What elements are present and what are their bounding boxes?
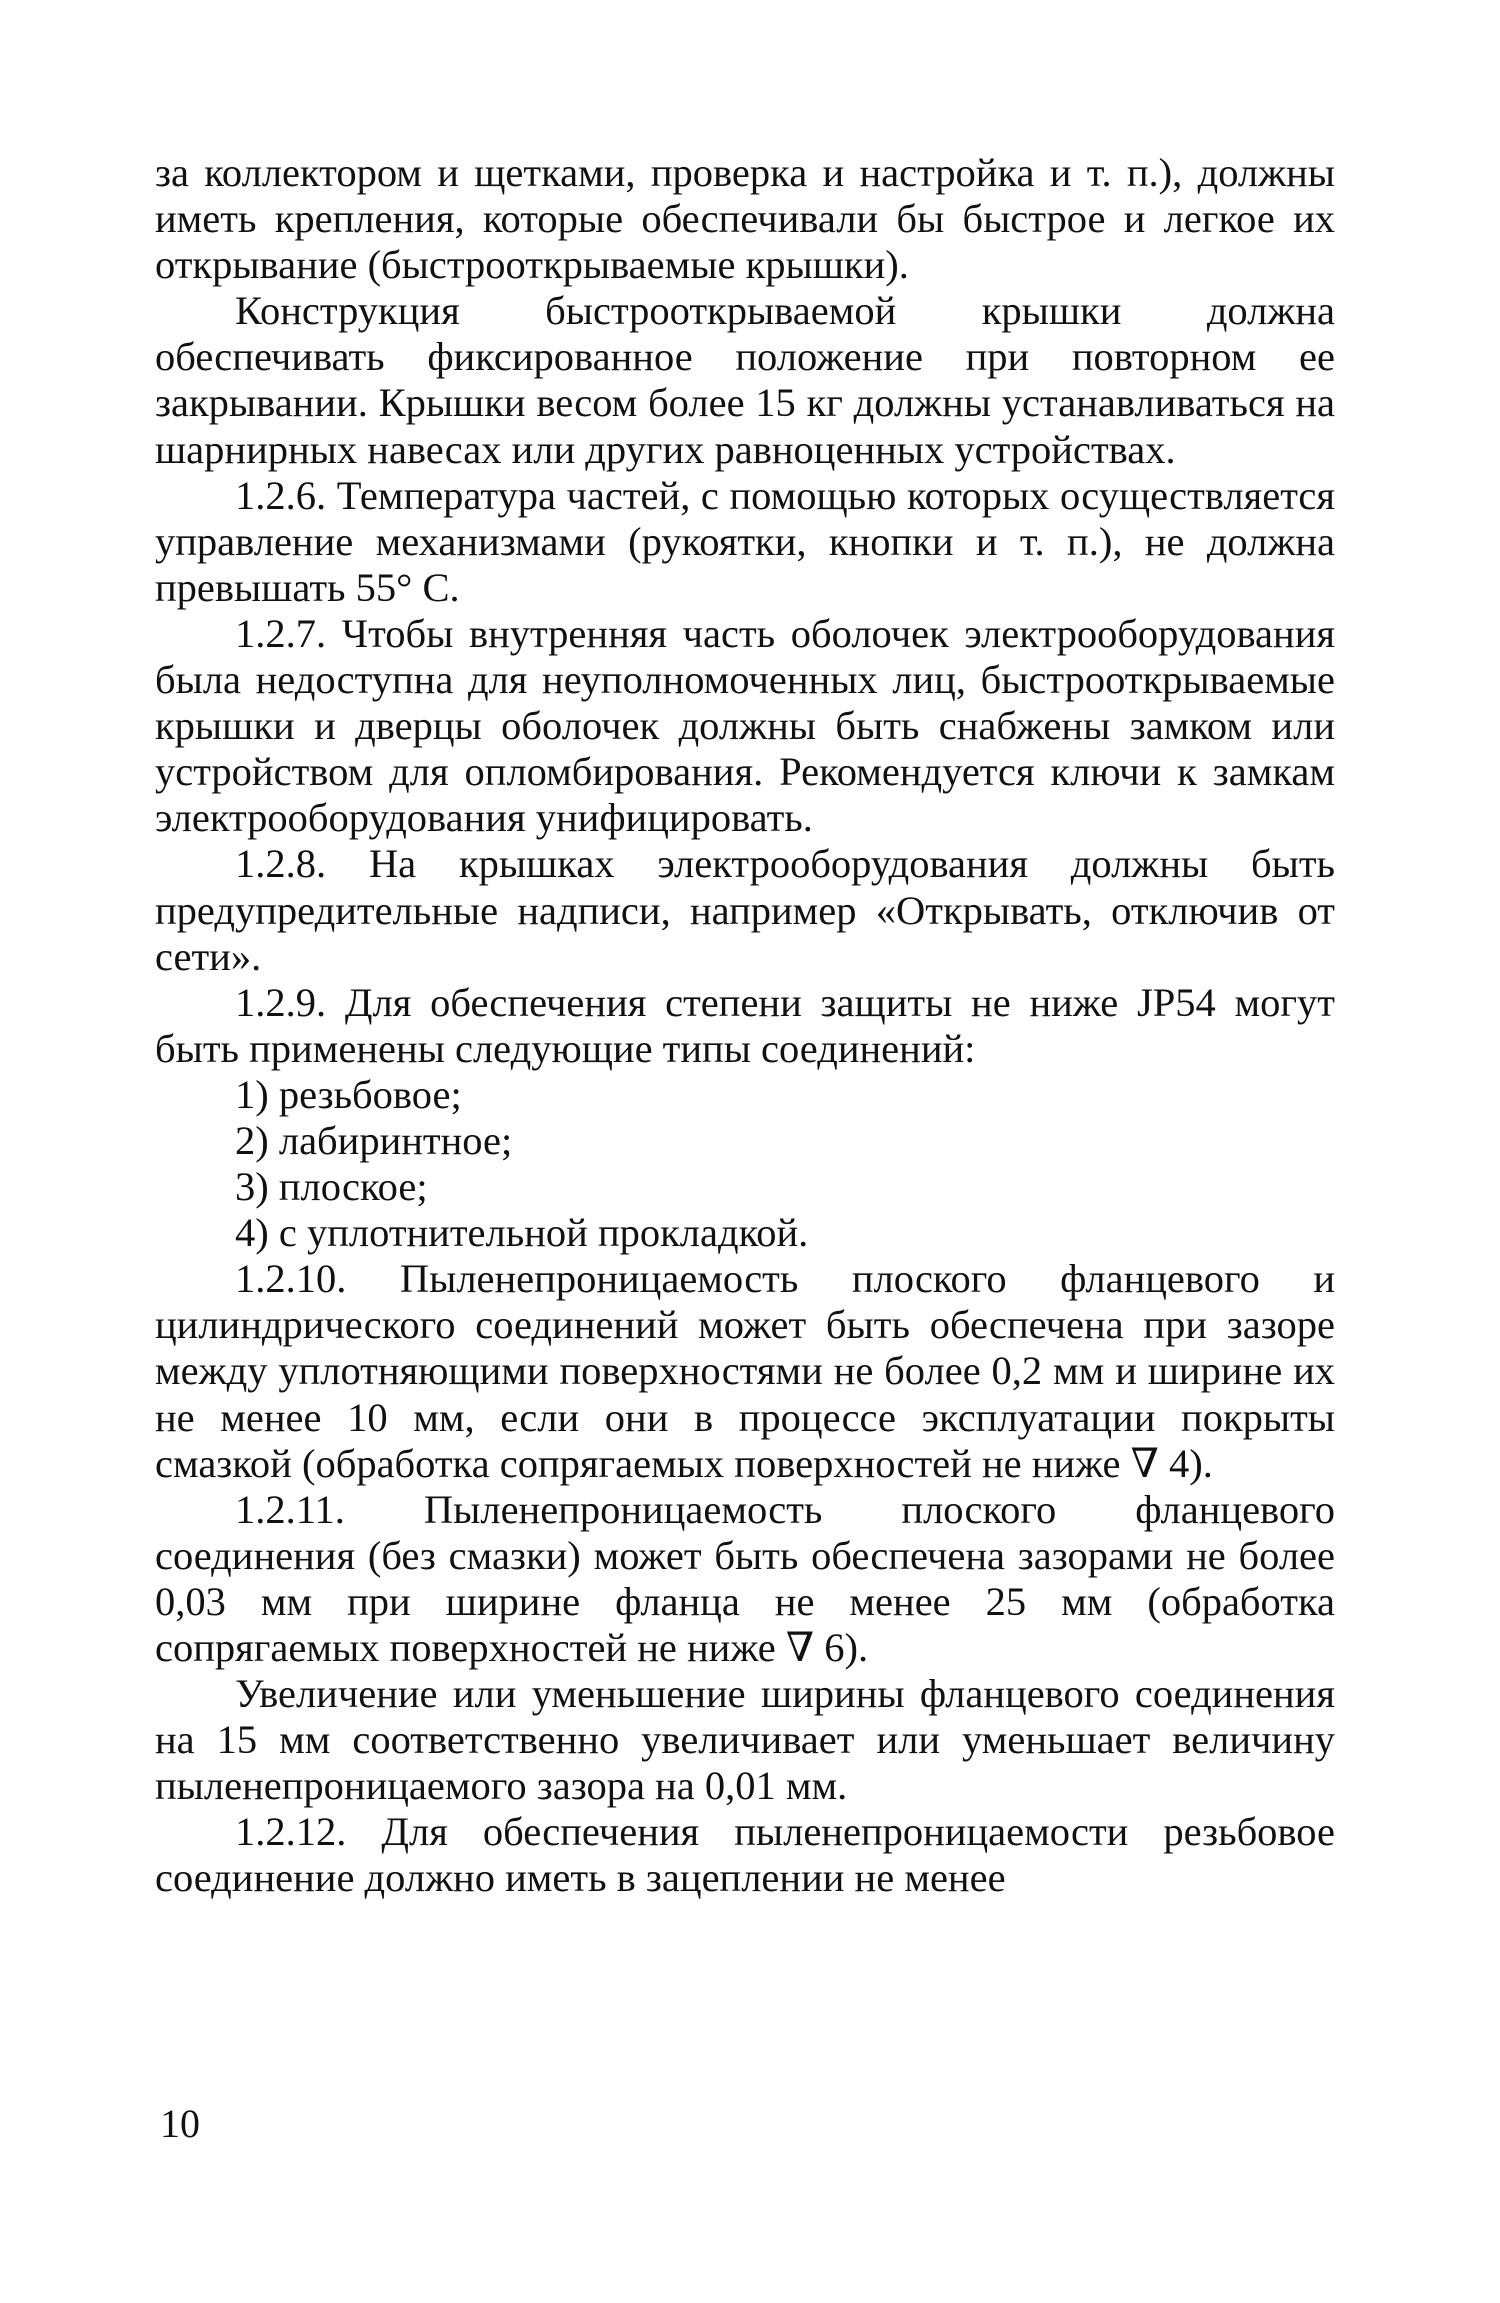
list-item: 2) лабиринтное;	[235, 1117, 513, 1163]
paragraph-1-2-11: 1.2.11. Пыленепроницаемость плоского фланцевого соединения (без смазки) может быть обеспечена зазорами не более 0,03 мм при ширине фланца не менее 25 мм (обработка сопрягаемых поверхностей не ниже ∇ 6).	[155, 1486, 1335, 1670]
document-body	[155, 150, 1335, 1902]
connection-types-list	[155, 1072, 1335, 1256]
paragraph-continuation: за коллектором и щетками, проверка и настройка и т. п.), должны иметь крепления, которые обеспечивали бы быстрое и легкое их открывание (быстрооткрываемые крышки).	[155, 150, 1335, 288]
list-item: 1) резьбовое;	[235, 1071, 462, 1117]
list-item: 3) плоское;	[235, 1164, 428, 1210]
list-item: 4) с уплотнительной прокладкой.	[235, 1210, 809, 1256]
paragraph-1-2-7: 1.2.7. Чтобы внутренняя часть оболочек электрооборудования была недоступна для неуполномоченных лиц, быстрооткрываемые крышки и дверцы оболочек должны быть снабжены замком или устройством для опломбирования. Рекомендуется ключи к замкам электрооборудования унифицировать.	[155, 610, 1335, 841]
paragraph-1-2-10: 1.2.10. Пыленепроницаемость плоского фланцевого и цилиндрического соединений может быть обеспечена при зазоре между уплотняющими поверхностями не более 0,2 мм и ширине их не менее 10 мм, если они в процессе эксплуатации покрыты смазкой (обработка сопрягаемых поверхностей не ниже ∇ 4).	[155, 1256, 1335, 1486]
paragraph-1-2-9: 1.2.9. Для обеспечения степени защиты не ниже JP54 могут быть применены следующие типы соединений:	[155, 979, 1335, 1071]
paragraph-1-2-12: 1.2.12. Для обеспечения пыленепроницаемости резьбовое соединение должно иметь в зацеплении не менее	[155, 1809, 1335, 1901]
page-number: 10	[160, 2101, 200, 2146]
paragraph-1-2-8: 1.2.8. На крышках электрооборудования должны быть предупредительные надписи, например «Открывать, отключив от сети».	[155, 841, 1335, 979]
paragraph-quick-open-cover: Конструкция быстрооткрываемой крышки должна обеспечивать фиксированное положение при повторном ее закрывании. Крышки весом более 15 кг должны устанавливаться на шарнирных навесах или других равноценных устройствах.	[155, 288, 1335, 472]
paragraph-1-2-6: 1.2.6. Температура частей, с помощью которых осуществляется управление механизмами (рукоятки, кнопки и т. п.), не должна превышать 55° С.	[155, 472, 1335, 610]
paragraph-flange-width: Увеличение или уменьшение ширины фланцевого соединения на 15 мм соответственно увеличивает или уменьшает величину пыленепроницаемого зазора на 0,01 мм.	[155, 1671, 1335, 1809]
